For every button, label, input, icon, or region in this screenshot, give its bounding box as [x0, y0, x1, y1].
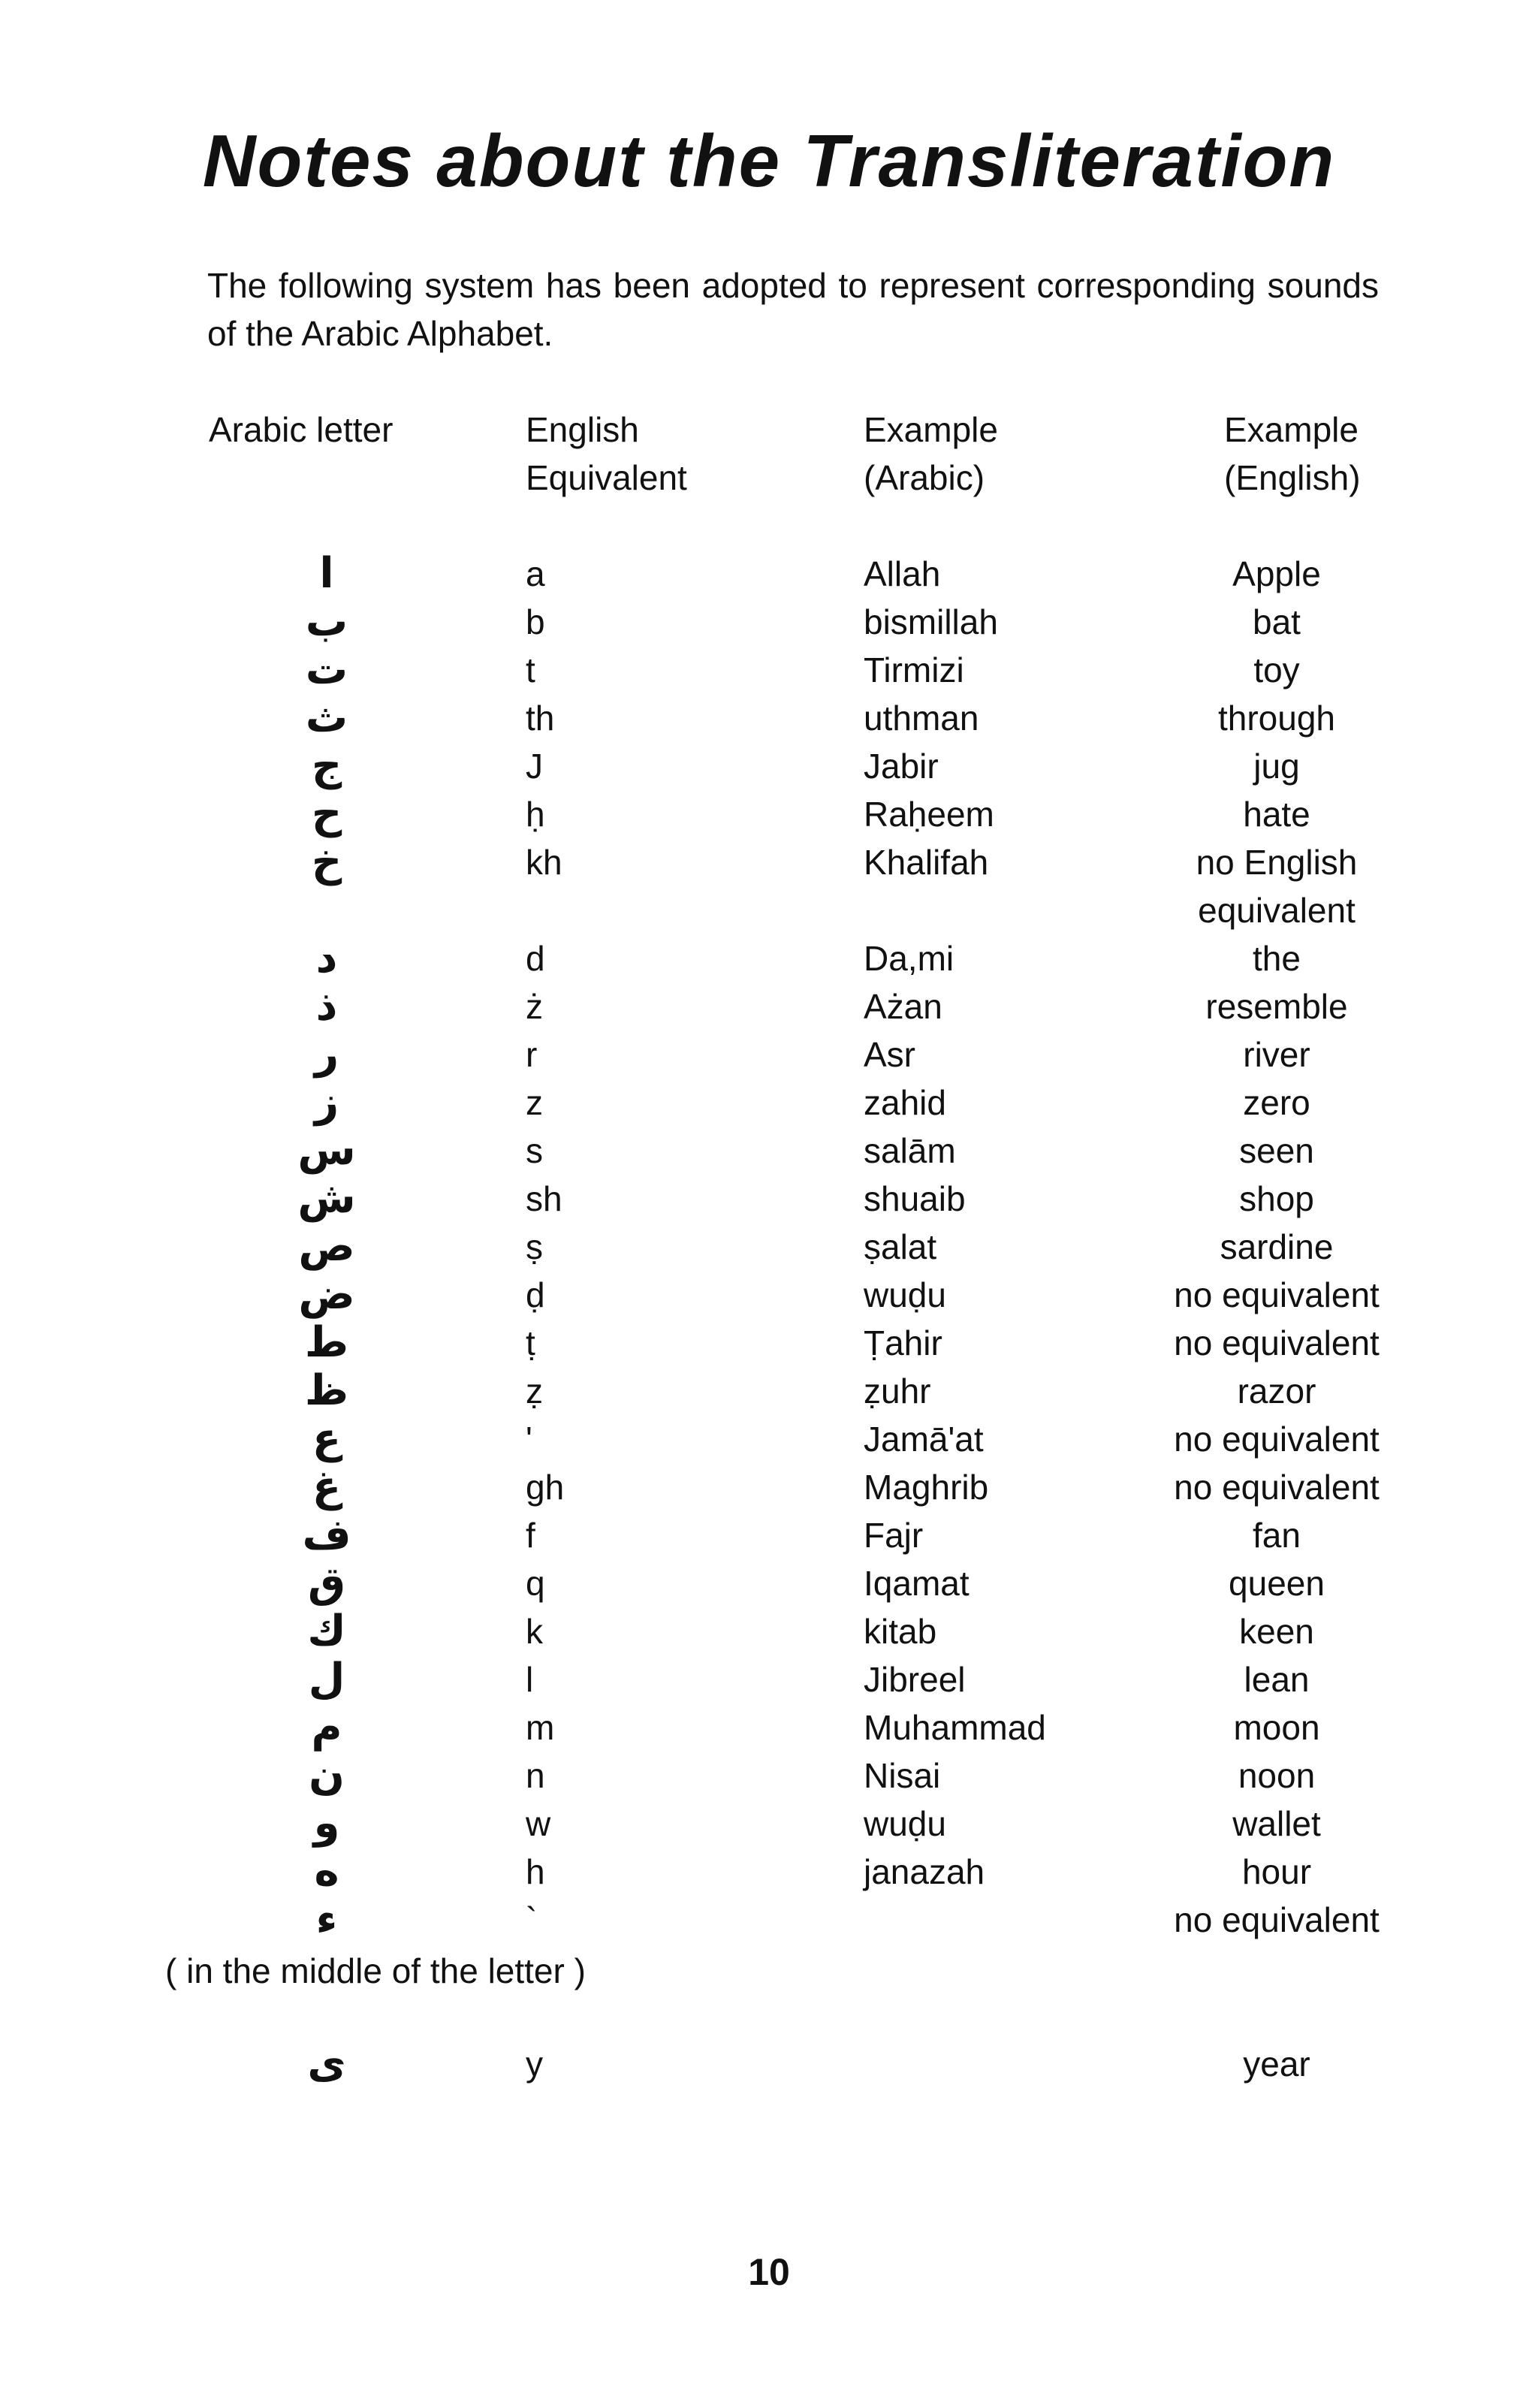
- table-row: [0, 1079, 1538, 1127]
- example-english: no equivalent: [1174, 1275, 1380, 1314]
- arabic-letter: ظ: [304, 1366, 349, 1415]
- arabic-letter: و: [313, 1799, 340, 1848]
- table-row: [0, 1752, 1538, 1800]
- english-equivalent: J: [526, 747, 543, 786]
- intro-paragraph: The following system has been adopted to represent corresponding sounds of the Arabic Alphabet.: [207, 266, 1379, 353]
- english-equivalent: r: [526, 1035, 538, 1074]
- example-arabic: Jibreel: [864, 1660, 966, 1699]
- example-arabic: Nisai: [864, 1756, 941, 1795]
- table-row: [0, 1800, 1538, 1848]
- example-arabic: shuaib: [864, 1179, 966, 1218]
- example-english: zero: [1243, 1083, 1310, 1122]
- arabic-letter: غ: [312, 1462, 342, 1511]
- example-arabic: ṣalat: [864, 1227, 937, 1266]
- arabic-letter: ث: [305, 693, 348, 742]
- arabic-letter: خ: [311, 837, 342, 886]
- arabic-letter: ر: [314, 1030, 339, 1079]
- example-arabic: zahid: [864, 1083, 946, 1122]
- arabic-letter: ز: [314, 1078, 339, 1127]
- example-english: toy: [1253, 650, 1300, 690]
- english-equivalent: ḍ: [526, 1275, 545, 1314]
- english-equivalent: d: [526, 939, 545, 978]
- arabic-letter: ء: [315, 1895, 338, 1944]
- example-english: keen: [1239, 1612, 1314, 1651]
- arabic-letter: م: [311, 1703, 342, 1752]
- english-equivalent: h: [526, 1852, 545, 1891]
- table-row: [0, 1367, 1538, 1415]
- table-row: [0, 1607, 1538, 1655]
- table-row: [0, 1030, 1538, 1079]
- english-equivalent: t: [526, 650, 535, 690]
- english-equivalent: n: [526, 1756, 545, 1795]
- example-arabic: kitab: [864, 1612, 937, 1651]
- example-english: lean: [1244, 1660, 1310, 1699]
- arabic-letter: ا: [319, 549, 334, 598]
- example-arabic: Raḥeem: [864, 795, 994, 834]
- table-row: [0, 838, 1538, 886]
- english-equivalent: s: [526, 1131, 543, 1170]
- english-equivalent: ḥ: [526, 795, 545, 834]
- example-arabic: bismillah: [864, 602, 998, 641]
- table-row: [0, 1703, 1538, 1752]
- example-english: fan: [1253, 1516, 1301, 1555]
- table-row: [0, 646, 1538, 694]
- example-english: wallet: [1232, 1804, 1321, 1843]
- english-equivalent: ẓ: [526, 1371, 543, 1411]
- hamza-note: ( in the middle of the letter ): [165, 1951, 586, 1990]
- arabic-letter: ل: [308, 1655, 345, 1703]
- english-equivalent: ṭ: [526, 1323, 535, 1362]
- example-arabic: Fajr: [864, 1516, 924, 1555]
- example-english: shop: [1239, 1179, 1314, 1218]
- arabic-letter: ق: [307, 1559, 346, 1607]
- header-arabic-letter: Arabic letter: [209, 410, 394, 449]
- header-example-arabic: Example (Arabic): [864, 410, 998, 497]
- table-row: [0, 1415, 1538, 1463]
- arabic-letter: ص: [298, 1222, 355, 1271]
- english-equivalent: y: [526, 2044, 543, 2084]
- example-english: seen: [1239, 1131, 1314, 1170]
- table-row: [0, 1655, 1538, 1703]
- example-english: queen: [1229, 1564, 1325, 1603]
- table-row: [0, 1848, 1538, 1896]
- arabic-letter: ح: [311, 789, 342, 838]
- english-equivalent: ż: [526, 987, 543, 1026]
- example-english: sardine: [1220, 1227, 1334, 1266]
- table-row: [0, 694, 1538, 742]
- english-equivalent: f: [526, 1516, 535, 1555]
- table-row: [0, 1896, 1538, 1944]
- example-arabic: Ażan: [864, 987, 942, 1026]
- example-arabic: Asr: [864, 1035, 915, 1074]
- table-row: [0, 1992, 1538, 2040]
- example-arabic: ẓuhr: [864, 1371, 931, 1411]
- table-row: [0, 1319, 1538, 1367]
- english-equivalent: q: [526, 1564, 545, 1603]
- table-row: [0, 2040, 1538, 2088]
- example-arabic: janazah: [864, 1852, 985, 1891]
- table-row: [0, 1463, 1538, 1511]
- table-row: [0, 1223, 1538, 1271]
- example-english: no equivalent: [1174, 1468, 1380, 1507]
- english-equivalent: b: [526, 602, 545, 641]
- example-arabic: wuḍu: [864, 1275, 946, 1314]
- english-equivalent: l: [526, 1660, 534, 1699]
- english-equivalent: sh: [526, 1179, 562, 1218]
- example-english: hate: [1243, 795, 1310, 834]
- english-equivalent: w: [526, 1804, 551, 1843]
- english-equivalent: th: [526, 699, 555, 738]
- english-equivalent: gh: [526, 1468, 565, 1507]
- header-english-equivalent: English Equivalent: [526, 410, 687, 497]
- example-arabic: Tirmizi: [864, 650, 964, 690]
- example-english: no equivalent: [1174, 1420, 1380, 1459]
- example-arabic: salām: [864, 1131, 956, 1170]
- arabic-letter: ه: [314, 1847, 339, 1896]
- english-equivalent: kh: [526, 843, 562, 882]
- english-equivalent: `: [526, 1900, 538, 1939]
- example-arabic: wuḍu: [864, 1804, 946, 1843]
- arabic-letter: ك: [307, 1607, 346, 1655]
- table-row: [0, 1511, 1538, 1559]
- example-arabic: uthman: [864, 699, 979, 738]
- arabic-letter: ج: [311, 741, 342, 790]
- example-english: river: [1243, 1035, 1310, 1074]
- english-equivalent: z: [526, 1083, 543, 1122]
- example-arabic: Jabir: [864, 747, 939, 786]
- example-english: equivalent: [1198, 891, 1356, 930]
- table-row: [0, 790, 1538, 838]
- table-row: [0, 982, 1538, 1030]
- table-row: [0, 550, 1538, 598]
- page-number: 10: [748, 2251, 790, 2293]
- table-row: [0, 1559, 1538, 1607]
- english-equivalent: k: [526, 1612, 543, 1651]
- arabic-letter: ذ: [315, 982, 338, 1030]
- english-equivalent: m: [526, 1708, 555, 1747]
- arabic-letter: س: [297, 1126, 356, 1175]
- arabic-letter: د: [315, 934, 338, 982]
- arabic-letter: ت: [305, 645, 348, 694]
- example-english: no English: [1196, 843, 1358, 882]
- example-arabic: Khalifah: [864, 843, 989, 882]
- example-english: year: [1243, 2044, 1310, 2084]
- english-equivalent: ṣ: [526, 1227, 543, 1266]
- arabic-letter: ط: [304, 1318, 349, 1367]
- english-equivalent: ': [526, 1420, 532, 1459]
- example-english: no equivalent: [1174, 1323, 1380, 1362]
- arabic-letter: ع: [312, 1414, 342, 1463]
- example-arabic: Muhammad: [864, 1708, 1046, 1747]
- example-english: no equivalent: [1174, 1900, 1380, 1939]
- table-row: [0, 1127, 1538, 1175]
- example-english: moon: [1233, 1708, 1320, 1747]
- arabic-letter: ض: [298, 1270, 355, 1319]
- example-arabic: Ṭahir: [864, 1323, 942, 1362]
- arabic-letter: ف: [302, 1510, 351, 1559]
- example-arabic: Maghrib: [864, 1468, 989, 1507]
- table-row: [0, 1175, 1538, 1223]
- table-row: [0, 742, 1538, 790]
- example-english: Apple: [1232, 554, 1321, 593]
- example-english: hour: [1241, 1852, 1312, 1891]
- example-arabic: Da,mi: [864, 939, 954, 978]
- example-arabic: Jamā'at: [864, 1420, 984, 1459]
- example-arabic: Iqamat: [864, 1564, 970, 1603]
- english-equivalent: a: [526, 554, 545, 593]
- arabic-letter: ن: [309, 1751, 345, 1800]
- example-english: through: [1217, 699, 1335, 738]
- example-english: razor: [1237, 1371, 1316, 1411]
- table-row: [0, 1271, 1538, 1319]
- example-english: the: [1253, 939, 1301, 978]
- arabic-letter: ب: [305, 597, 348, 646]
- arabic-letter: ش: [297, 1174, 356, 1223]
- example-english: bat: [1253, 602, 1301, 641]
- page-title: Notes about the Transliteration: [202, 119, 1336, 202]
- example-english: jug: [1253, 747, 1300, 786]
- example-english: noon: [1238, 1756, 1316, 1795]
- table-row: [0, 934, 1538, 982]
- arabic-letter: ى: [307, 2039, 346, 2088]
- header-example-english: Example (English): [1224, 410, 1361, 497]
- example-arabic: Allah: [864, 554, 941, 593]
- table-row: [0, 886, 1538, 934]
- table-row: [0, 598, 1538, 646]
- example-english: resemble: [1205, 987, 1348, 1026]
